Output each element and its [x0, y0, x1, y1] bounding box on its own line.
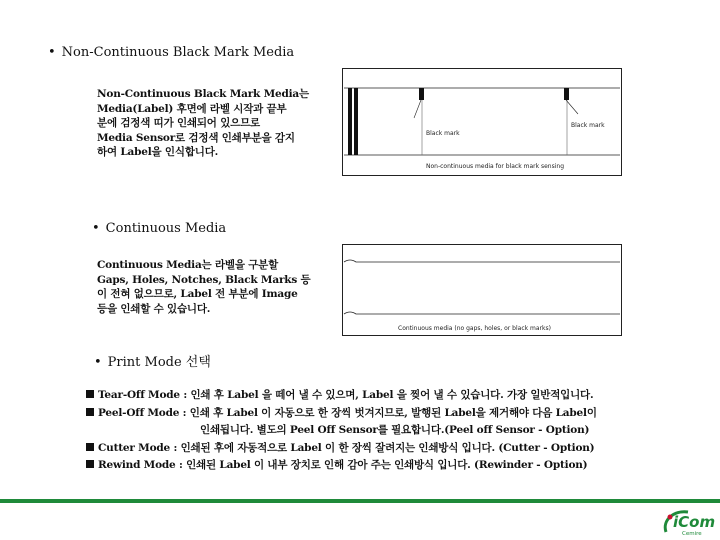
- list-item: Tear-Off Mode : 인쇄 후 Label 을 떼어 낼 수 있으며, Label 을 찢어 낼 수 있습니다. 가장 일반적입니다.: [86, 387, 597, 405]
- footer-divider: [0, 499, 720, 503]
- black-mark: [354, 88, 358, 155]
- logo-text: iCom: [673, 513, 716, 531]
- square-bullet-icon: [86, 460, 94, 468]
- bullet-icon: •: [94, 355, 102, 370]
- company-logo: [660, 508, 714, 538]
- print-mode-list: [86, 387, 597, 475]
- list-item-continuation: 인쇄됩니다. 별도의 Peel Off Sensor를 필요합니다.(Peel off Sensor - Option): [200, 424, 590, 436]
- square-bullet-icon: [86, 390, 94, 398]
- black-mark: [564, 88, 569, 100]
- bullet-icon: •: [92, 221, 100, 236]
- section2-heading: • Continuous Media: [92, 221, 227, 236]
- continuous-media-figure: [342, 244, 622, 336]
- bullet-icon: •: [48, 45, 56, 60]
- section1-heading: • Non-Continuous Black Mark Media: [48, 45, 295, 60]
- list-item: Rewind Mode : 인쇄된 Label 이 내부 장치로 인해 감아 주는 인쇄방식 입니다. (Rewinder - Option): [86, 457, 597, 475]
- black-mark: [419, 88, 424, 100]
- section1-paragraph: Non-Continuous Black Mark Media는 Media(Label) 후면에 라벨 시작과 끝부 분에 검정색 띠가 인쇄되어 있으므로 Media Sensor로 검정색 인쇄부분을 감지 하여 Label을 인식합니다.: [97, 88, 309, 158]
- logo-subtext: Cemire: [682, 531, 702, 537]
- section2-paragraph: Continuous Media는 라벨을 구분할 Gaps, Holes, Notches, Black Marks 등 이 전혀 없으므로, Label 전 부분에 Image 등을 인쇄할 수 있습니다.: [97, 259, 311, 315]
- figure-caption: Continuous media (no gaps, holes, or black marks): [398, 325, 551, 332]
- figure-caption: Non-continuous media for black mark sensing: [426, 163, 565, 170]
- square-bullet-icon: [86, 408, 94, 416]
- black-mark-label-left: Black mark: [426, 130, 460, 137]
- section3-heading: • Print Mode 선택: [94, 355, 211, 370]
- black-mark-media-figure: [342, 68, 622, 176]
- black-mark-label-right: Black mark: [571, 122, 605, 129]
- list-item: Cutter Mode : 인쇄된 후에 자동적으로 Label 이 한 장씩 잘려지는 인쇄방식 입니다. (Cutter - Option): [86, 440, 597, 458]
- black-mark: [348, 88, 352, 155]
- list-item: Peel-Off Mode : 인쇄 후 Label 이 자동으로 한 장씩 벗겨지므로, 발행된 Label을 제거해야 다음 Label이: [86, 405, 597, 423]
- square-bullet-icon: [86, 443, 94, 451]
